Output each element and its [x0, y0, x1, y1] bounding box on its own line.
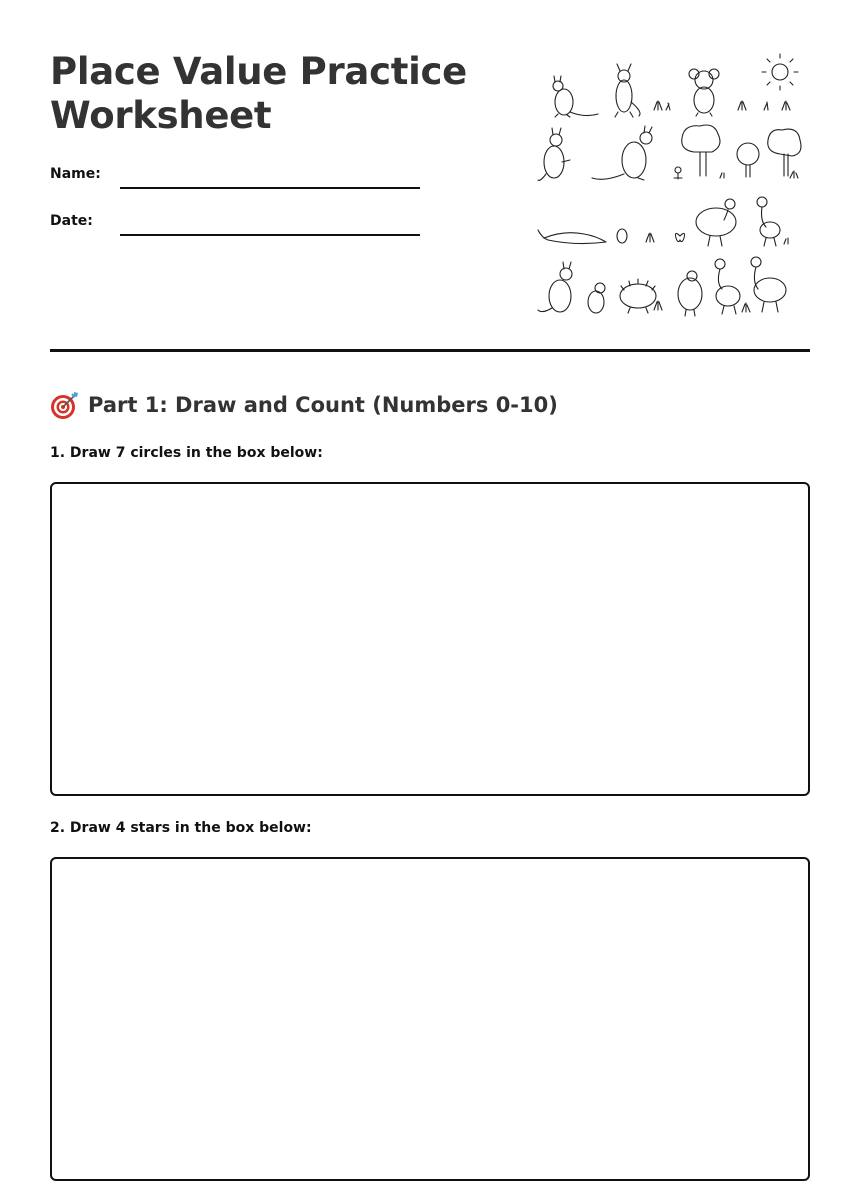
- egg-icon: [617, 229, 627, 243]
- question-1-prompt: 1. Draw 7 circles in the box below:: [50, 445, 323, 461]
- question-1-drawing-box[interactable]: [50, 482, 810, 796]
- part1-heading: [50, 389, 558, 421]
- grass-icon: [646, 233, 654, 242]
- butterfly-icon: [676, 233, 685, 241]
- date-field-row: [50, 211, 420, 235]
- emu-icon: [751, 257, 786, 312]
- platypus-icon: [538, 230, 606, 244]
- date-label: Date:: [50, 213, 93, 229]
- target-dart-icon: [50, 390, 80, 420]
- kangaroo-icon: [615, 64, 640, 117]
- sun-icon: [762, 54, 798, 90]
- header-divider: [50, 349, 810, 352]
- emu-icon: [715, 259, 740, 314]
- tree-icon: [682, 125, 720, 176]
- koala-icon: [689, 69, 719, 116]
- australian-animals-illustration: [534, 50, 810, 332]
- tree-icon: [737, 143, 759, 177]
- page-title: [50, 50, 490, 138]
- title-line-1: Place Value Practice: [50, 50, 467, 93]
- tree-icon: [768, 129, 801, 176]
- grass-icon: [738, 101, 790, 110]
- question-2-drawing-box[interactable]: [50, 857, 810, 1181]
- kangaroo-icon: [592, 126, 652, 180]
- grass-icon: [720, 171, 798, 178]
- emu-chick-icon: [678, 271, 702, 316]
- grass-icon: [654, 101, 670, 110]
- joey-icon: [588, 283, 605, 313]
- name-write-line[interactable]: [120, 187, 420, 189]
- flower-icon: [674, 167, 682, 179]
- grass-icon: [742, 303, 750, 312]
- plant-icon: [654, 301, 662, 310]
- echidna-icon: [620, 279, 656, 313]
- kangaroo-icon: [538, 262, 572, 312]
- emu-icon: [757, 197, 780, 246]
- kangaroo-icon: [553, 76, 598, 117]
- emu-icon: [696, 199, 736, 246]
- grass-icon: [784, 238, 788, 244]
- part1-title: Part 1: Draw and Count (Numbers 0-10): [88, 393, 558, 417]
- date-write-line[interactable]: [120, 234, 420, 236]
- worksheet-header: [50, 50, 810, 352]
- title-line-2: Worksheet: [50, 94, 272, 137]
- question-2-prompt: 2. Draw 4 stars in the box below:: [50, 820, 312, 836]
- name-field-row: [50, 164, 420, 188]
- name-label: Name:: [50, 166, 101, 182]
- kangaroo-icon: [538, 128, 570, 180]
